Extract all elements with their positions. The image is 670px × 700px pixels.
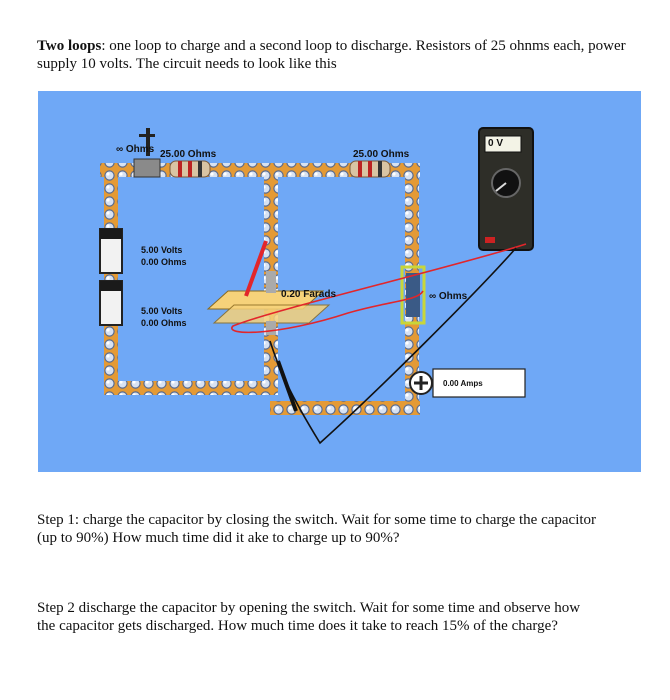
step-2-text: Step 2 discharge the capacitor by opening the switch. Wait for some time and observe how the capacitor gets discharged. How much time does it take to reach 15% of the charge? xyxy=(37,600,581,634)
resistor-right[interactable] xyxy=(350,161,390,177)
step-1-text: Step 1: charge the capacitor by closing the switch. Wait for some time to charge the capacitor (up to 90%) How much time did it ake to charge up to 90%? xyxy=(37,512,597,546)
battery-bottom-resistance: 0.00 Ohms xyxy=(141,318,187,328)
resistor-left[interactable] xyxy=(170,161,210,177)
battery-bottom[interactable] xyxy=(100,281,122,325)
intro-text: : one loop to charge and a second loop to discharge. Resistors of 25 ohnms each, power supply 10 volts. The circuit needs to look like this xyxy=(37,38,626,72)
circuit-simulation xyxy=(38,91,641,472)
resistor-right-label: 25.00 Ohms xyxy=(353,149,410,160)
wires xyxy=(100,163,420,415)
battery-top-resistance: 0.00 Ohms xyxy=(141,257,187,267)
wire-bottom-left[interactable] xyxy=(104,381,276,395)
switch-top-label: ∞ Ohms xyxy=(116,144,155,155)
intro-paragraph xyxy=(37,38,637,73)
battery-bottom-voltage: 5.00 Volts xyxy=(141,306,183,316)
voltmeter-reading: 0 V xyxy=(488,138,504,149)
capacitor-label: 0.20 Farads xyxy=(281,289,337,300)
battery-top[interactable] xyxy=(100,229,122,273)
battery-top-voltage: 5.00 Volts xyxy=(141,245,183,255)
ammeter-reading: 0.00 Amps xyxy=(443,379,483,388)
resistor-left-label: 25.00 Ohms xyxy=(160,149,217,160)
switch-right-label: ∞ Ohms xyxy=(429,291,468,302)
intro-title: Two loops xyxy=(37,38,102,54)
